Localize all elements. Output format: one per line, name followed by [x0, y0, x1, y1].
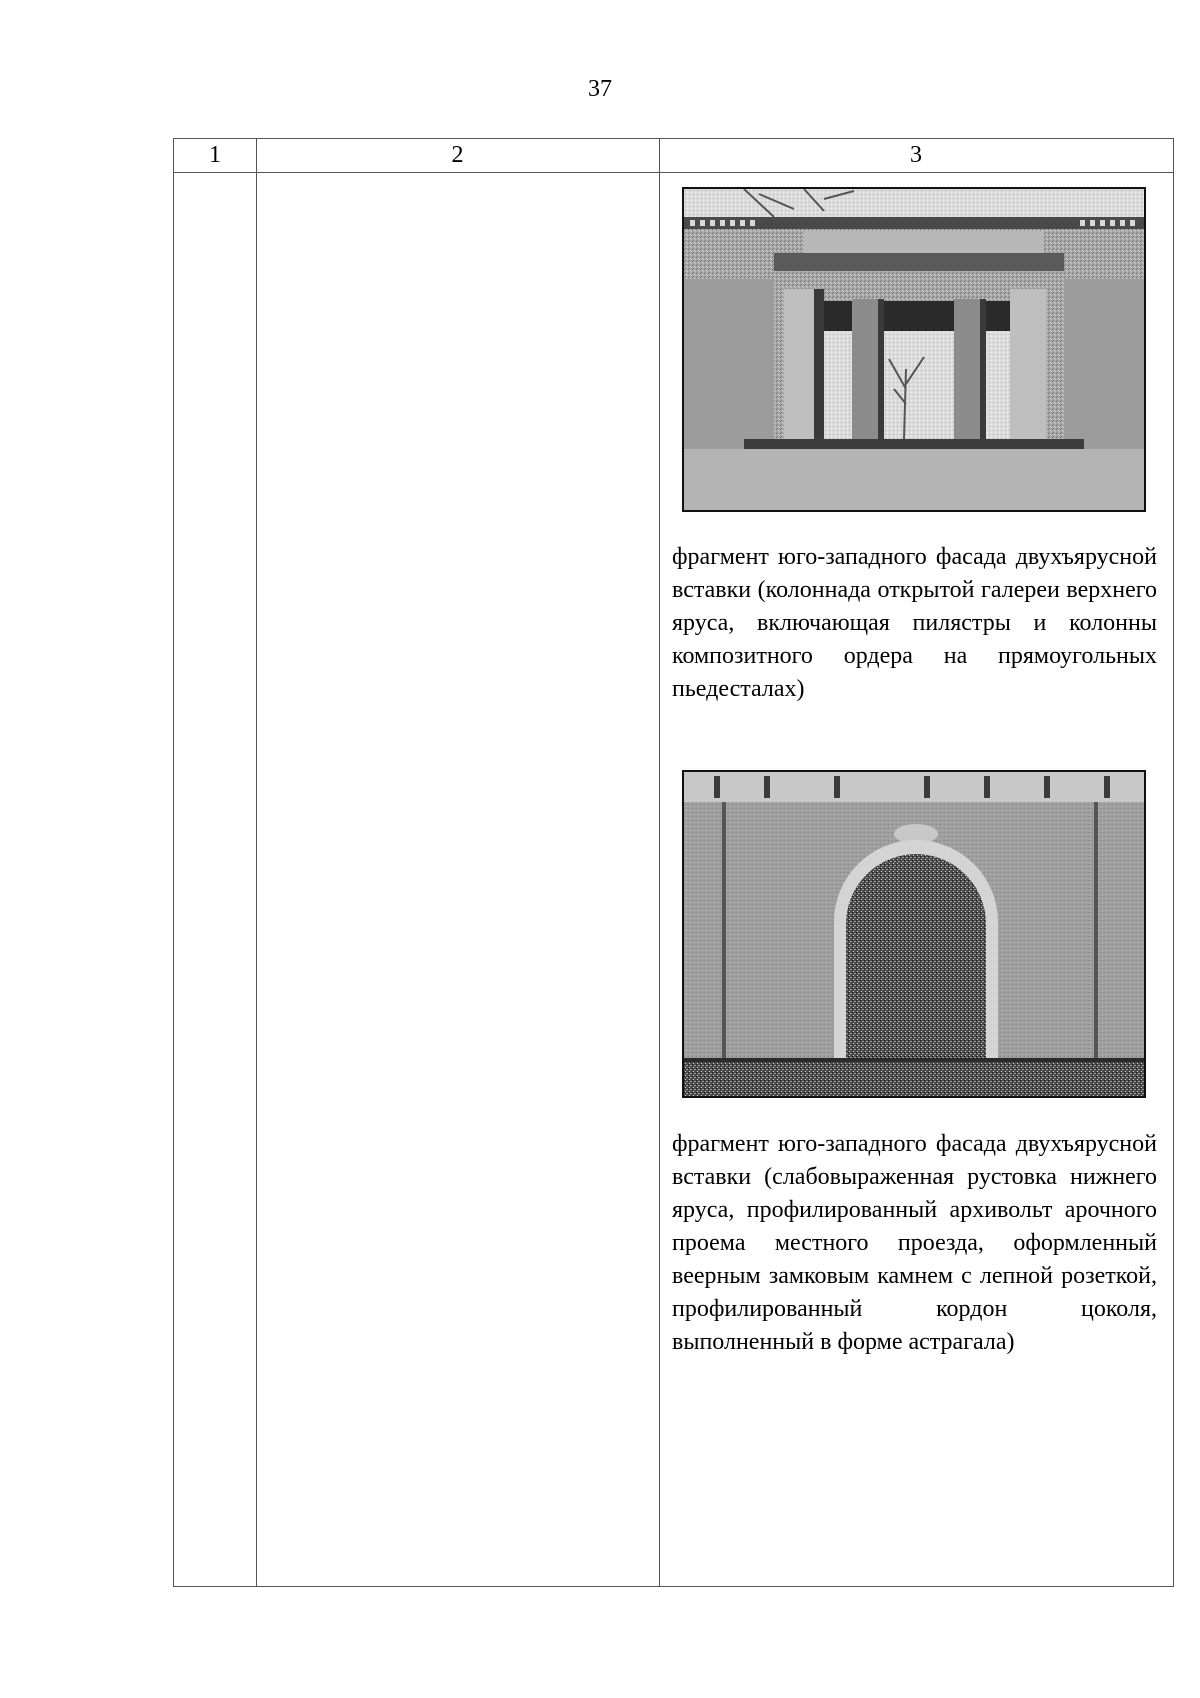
header-cell-1: 1 — [209, 142, 221, 168]
column-divider-1 — [256, 139, 257, 1586]
photo-colonnade — [682, 187, 1146, 512]
header-divider — [174, 172, 1173, 173]
facade-colonnade-photo — [684, 189, 1144, 510]
page-number: 37 — [588, 76, 612, 102]
facade-arch-photo — [684, 772, 1144, 1096]
caption-colonnade: фрагмент юго-западного фасада двухъярусной вставки (колоннада открытой галереи верхнего яруса, включающая пилястры и колонны композитного ордера на прямоугольных пьедесталах) — [672, 544, 1157, 702]
column-divider-2 — [659, 139, 660, 1586]
photo-arch — [682, 770, 1146, 1098]
caption-arch: фрагмент юго-западного фасада двухъярусной вставки (слабовыраженная рустовка нижнего яруса, профилированный архивольт арочного проема местного проезда, оформленный веерным замковым камнем с лепной розеткой, профилированный кордон цоколя, выполненный в форме астрагала) — [672, 1131, 1157, 1355]
header-cell-3: 3 — [910, 142, 922, 168]
header-cell-2: 2 — [451, 142, 464, 168]
